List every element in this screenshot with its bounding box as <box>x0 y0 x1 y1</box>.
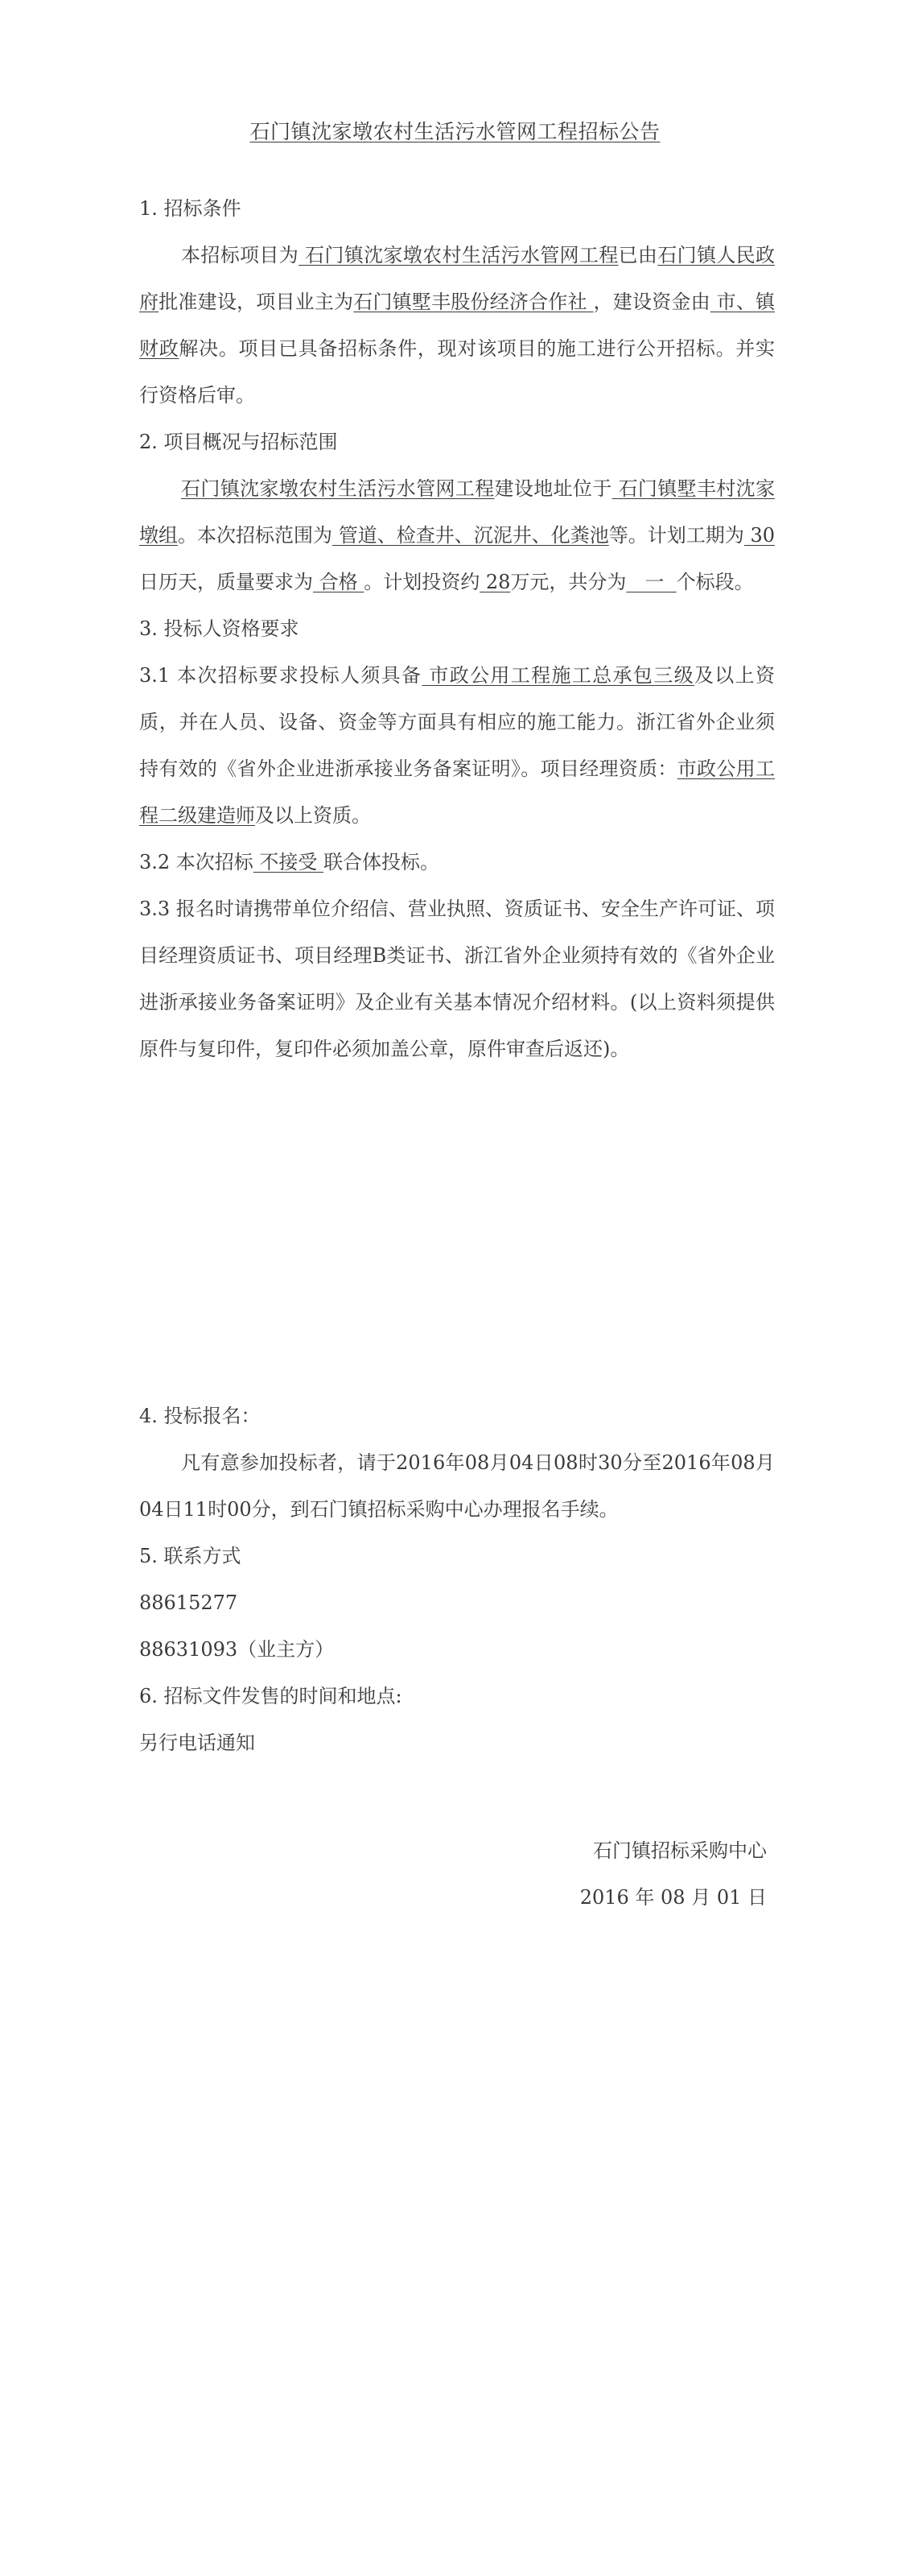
project-manager-qualification: 市政公用工程二级建造师 <box>139 758 775 827</box>
signature-date: 2016 年 08 月 01 日 <box>579 1886 767 1909</box>
project-owner: 石门镇墅丰股份经济合作社 <box>353 291 594 313</box>
required-qualification: 市政公用工程施工总承包三级 <box>422 664 694 687</box>
approver: 石门镇人民政府 <box>139 244 776 313</box>
document-title <box>0 118 910 147</box>
section-6-heading: 6. 招标文件发售的时间和地点: <box>139 1685 402 1707</box>
phone-2: 88631093（业主方） <box>139 1638 335 1661</box>
fund-source: 市、镇财政 <box>139 291 776 360</box>
section-count: 一 <box>626 571 677 593</box>
quality-requirement: 合格 <box>313 571 364 593</box>
project-name: 石门镇沈家墩农村生活污水管网工程 <box>299 244 619 266</box>
section-5-heading: 5. 联系方式 <box>139 1545 241 1567</box>
project-address: 石门镇墅丰村沈家墩组 <box>139 477 776 547</box>
bid-scope: 管道、检查井、沉泥井、化粪池 <box>332 524 609 547</box>
section-2-paragraph: 石门镇沈家墩农村生活污水管网工程建设地址位于 石门镇墅丰村沈家墩组。本次招标范围为 管道、检查井、沉泥井、化粪池等。计划工期为 30日历天，质量要求为 合格 。计划投资约 28万元，共分为 一 个标段。 <box>139 477 776 593</box>
investment-amount: 28 <box>480 571 511 593</box>
section-2-heading: 2. 项目概况与招标范围 <box>139 431 338 453</box>
signature-org: 石门镇招标采购中心 <box>593 1839 767 1862</box>
section-4-paragraph: 凡有意参加投标者，请于2016年08月04日08时30分至2016年08月04日11时00分，到石门镇招标采购中心办理报名手续。 <box>139 1451 775 1521</box>
section-6-text: 另行电话通知 <box>139 1732 255 1754</box>
section-bottom <box>139 1393 775 1766</box>
section-3-3-paragraph: 3.3 报名时请携带单位介绍信、营业执照、资质证书、安全生产许可证、项目经理资质证书、项目经理B类证书、浙江省外企业须持有效的《省外企业进浙承接业务备案证明》及企业有关基本情况介绍材料。(以上资料须提供原件与复印件，复印件必须加盖公章，原件审查后返还)。 <box>139 898 775 1060</box>
phone-1: 88615277 <box>139 1591 238 1614</box>
title-text: 石门镇沈家墩农村生活污水管网工程招标公告 <box>249 120 661 143</box>
section-3-heading: 3. 投标人资格要求 <box>139 617 299 640</box>
section-4-heading: 4. 投标报名： <box>139 1405 261 1427</box>
section-3-1-paragraph: 3.1 本次招标要求投标人须具备 市政公用工程施工总承包三级及以上资质，并在人员、设备、资金等方面具有相应的施工能力。浙江省外企业须持有效的《省外企业进浙承接业务备案证明》。项目经理资质：市政公用工程二级建造师及以上资质。 <box>139 664 775 827</box>
section-1-paragraph: 本招标项目为 石门镇沈家墩农村生活污水管网工程已由石门镇人民政府批准建设，项目业主为石门镇墅丰股份经济合作社 ，建设资金由 市、镇财政解决。项目已具备招标条件，现对该项目的施工进行公开招标。并实行资格后审。 <box>139 244 776 407</box>
duration-days: 30 <box>743 524 776 547</box>
section-3-2-paragraph: 3.2 本次招标 不接受 联合体投标。 <box>139 851 440 873</box>
joint-bid-status: 不接受 <box>253 851 324 873</box>
project-name-2: 石门镇沈家墩农村生活污水管网工程 <box>181 477 495 500</box>
section-top <box>139 185 775 1072</box>
section-1-heading: 1. 招标条件 <box>139 197 241 220</box>
